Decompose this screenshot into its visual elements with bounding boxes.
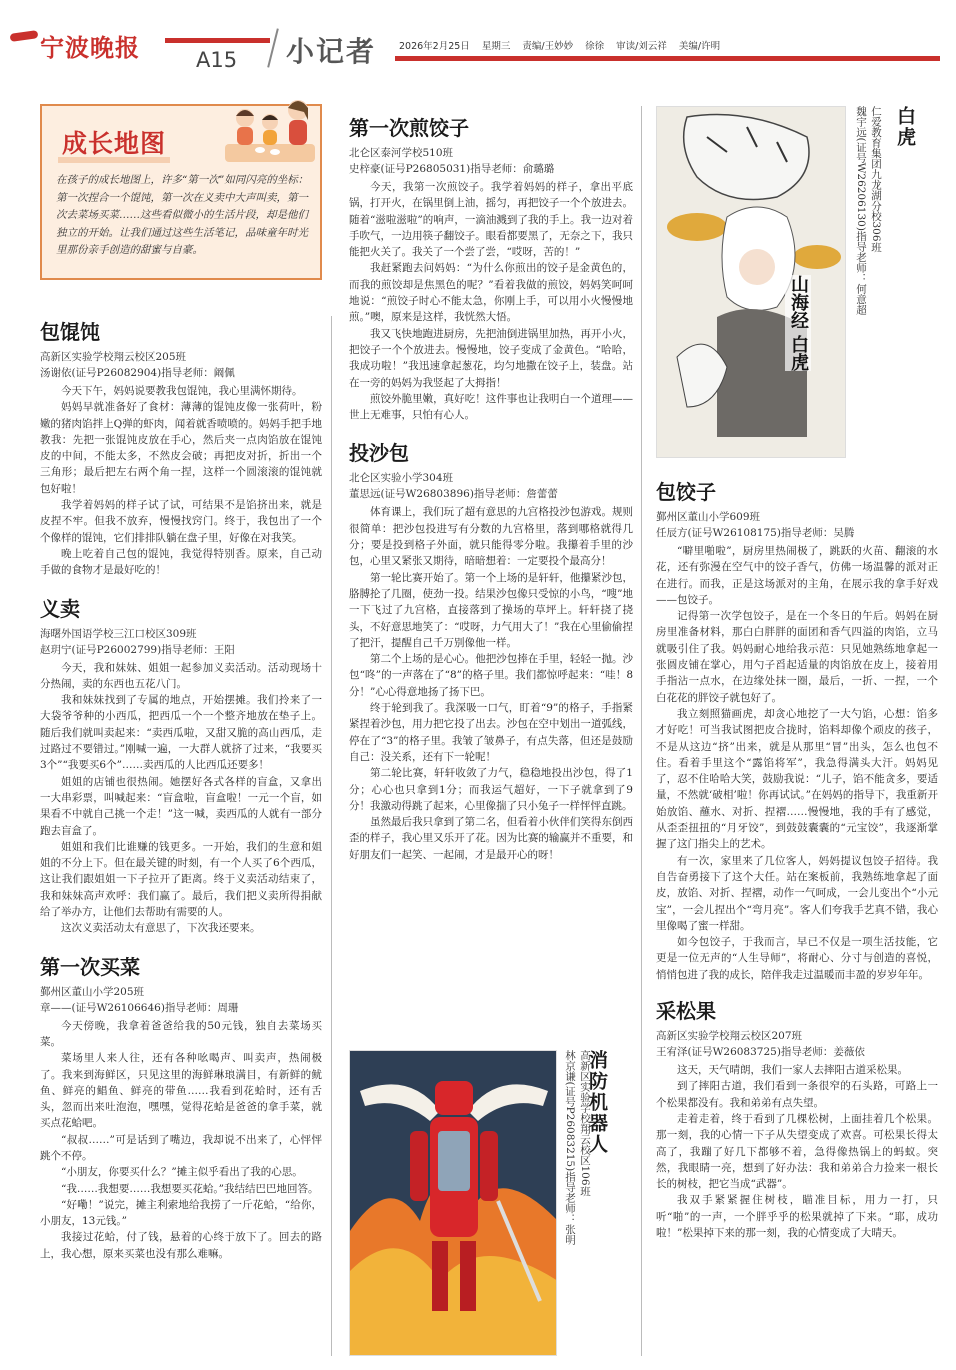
article-paragraph: 今天下午，妈妈说要教我包馄饨，我心里满怀期待。 bbox=[61, 385, 303, 397]
issue-meta bbox=[399, 38, 729, 52]
intro-box bbox=[40, 104, 322, 280]
article-paragraph: 姐姐的店铺也很热闹。她摆好各式各样的盲盒，又拿出一大串彩票，叫喊起来：“盲盒啦，盲盒啦！一元一个盲，如果看不中就自己挑一个走！”这一喊，卖西瓜的人就有一部分跑去盲盒了。 bbox=[40, 775, 322, 837]
article-yimai bbox=[40, 593, 322, 937]
logo-swoosh-icon bbox=[10, 30, 39, 42]
article-paragraph: 妈妈早就准备好了食材：薄薄的馄饨皮像一张荷叶，粉嫩的猪肉馅拌上Q弹的虾肉，闻着就香喷喷的。妈妈手把手地教我：先把一张馄饨皮放在手心，然后夹一点肉馅放在馄饨皮的中间，不能太多，不然皮会破；再把皮对折，折出一个三角形；最后把左右两个角一捏，这样一个圆滚滚的馄饨就包好啦！ bbox=[40, 401, 322, 495]
article-paragraph: “叔叔……”可是话到了嘴边，我却说不出来了，心怦怦跳个不停。 bbox=[40, 1133, 322, 1162]
article-paragraph: 走着走着，终于看到了几棵松树，上面挂着几个松果。那一刻，我的心情一下子从失望变成了欢喜。可松果长得太高了，我蹦了好几下都够不着，急得像热锅上的蚂蚁。突然，我眼睛一亮，想到了好办法：我和弟弟合力捡来一根长长的树枝，把它当成“武器”。 bbox=[656, 1112, 938, 1191]
article-author: 汤谢依(证号P26082904)指导老师：阚佩 bbox=[40, 367, 235, 379]
article-title: 第一次买菜 bbox=[40, 954, 140, 979]
issue-reviewer: 审读/刘云祥 bbox=[616, 41, 667, 52]
masthead-red-bar-right bbox=[395, 56, 940, 61]
masthead-red-bar bbox=[165, 38, 270, 43]
page-number: A15 bbox=[196, 48, 238, 72]
article-title: 包馄饨 bbox=[40, 320, 100, 344]
article-school: 北仑区实验小学304班 bbox=[349, 472, 454, 485]
article-title: 投沙包 bbox=[349, 441, 409, 466]
article-author: 董思远(证号W26803896)指导老师：詹蕾蕾 bbox=[349, 488, 558, 501]
article-paragraph: 第二轮比赛，轩轩收敛了力气，稳稳地投出沙包，得了1分；心心也只拿到1分；而我运气超好，一下子就拿到了9分！我激动得跳了起来，心里像揣了只小兔子一样怦怦直跳。 bbox=[349, 767, 633, 812]
article-paragraph: 到了摔阳古道，我们看到一条很窄的石头路，可路上一个松果都没有。我和弟弟有点失望。 bbox=[656, 1080, 938, 1109]
article-paragraph: 晚上吃着自己包的馄饨，我觉得特别香。原来，自己动手做的食物才是最好吃的！ bbox=[40, 547, 322, 577]
artwork-fireman-robot bbox=[349, 1050, 557, 1356]
issue-editor: 责编/王妙妙 bbox=[522, 41, 574, 52]
article-paragraph: 我学着妈妈的样子试了试，可结果不是馅挤出来，就是皮捏不牢。但我不放弃，慢慢找窍门。终于，我包出了一个个像样的馄饨，它们排排队躺在盘子里，好像在对我笑。 bbox=[40, 499, 322, 544]
artwork-title: 消防机器人 bbox=[586, 1050, 608, 1155]
article-author: 章——(证号W26106646)指导老师：周珊 bbox=[40, 1001, 239, 1014]
article-toushabao bbox=[349, 437, 633, 863]
article-paragraph: 我立刻照猫画虎，却贪心地挖了一大勺馅，心想：馅多才好吃！可当我试图把皮合拢时，馅料却像个顽皮的孩子，不是从这边“挤”出来，就是从那里“冒”出头，怎么也包不住。看着手里这个“露馅将军”，我急得满头大汗。妈妈见了，忍不住哈哈大笑，鼓励我说：“儿子，馅不能贪多，要适量，不然就‘破相’啦！你再试试。”在妈妈的指导下，我重新开始放馅、蘸水、对折、捏褶……慢慢地，我的手有了感觉，从歪歪扭扭的“月牙饺”，到鼓鼓囊囊的“元宝饺”，我逐渐掌握了这门指尖上的艺术。 bbox=[656, 707, 938, 851]
article-school: 高新区实验学校翔云校区205班 bbox=[40, 351, 187, 363]
article-paragraph: 姐姐和我们比谁赚的钱更多。一开始，我们的生意和姐姐的不分上下。但在最关键的时刻，有一个人买了6个西瓜，这让我们跟姐姐一下子拉开了距离。终于义卖活动结束了，我和妹妹高声欢呼：我们赢了。最后，我们把义卖所得捐献给了举办方，让他们去帮助有需要的人。 bbox=[40, 840, 322, 919]
article-school: 海曙外国语学校三江口校区309班 bbox=[40, 627, 197, 640]
article-baojiaozi bbox=[656, 476, 938, 983]
article-paragraph: 有一次，家里来了几位客人，妈妈提议包饺子招待。我自告奋勇接下了这个大任。站在案板前，我熟练地拿起了面皮，放馅、对折、捏褶，动作一气呵成，一会儿变出个“小元宝”，一会儿捏出个“弯月亮”。客人们夸我手艺真不错，我心里像喝了蜜一样甜。 bbox=[656, 854, 938, 932]
article-paragraph: “小朋友，你要买什么？”摊主似乎看出了我的心思。 bbox=[61, 1166, 303, 1179]
artwork-credits bbox=[562, 1050, 592, 1290]
article-author: 任辰方(证号W26108175)指导老师：吴腾 bbox=[656, 527, 855, 539]
article-paragraph: “好嘞！”说完，摊主利索地给我捞了一斤花蛤，“给你，小朋友，13元钱。” bbox=[40, 1198, 322, 1228]
masthead-divider bbox=[267, 28, 279, 67]
artwork-author: 魏宇远(证号W26206130)指导老师：何意超 bbox=[855, 106, 867, 315]
issue-date: 2026年2月25日 bbox=[399, 41, 470, 52]
article-paragraph: 菜场里人来人往，还有各种吆喝声、叫卖声，热闹极了。我来到海鲜区，只见这里的海鲜琳琅满目，有新鲜的鱿鱼、鲜亮的鲳鱼、鲜亮的带鱼……我看到花蛤时，还有舌头，忽而出来吐泡泡，嘿嘿，觉得花蛤是爸爸的拿手菜，就买点花蛤吧。 bbox=[40, 1052, 322, 1130]
intro-text: 在孩子的成长地图上，许多“第一次”如同闪亮的坐标：第一次捏合一个馄饨，第一次在义卖中大声叫卖，第一次去菜场买菜……这些看似微小的生活片段，却是他们独立的开始。让我们通过这些生活笔记，品味童年时光里那份亲手创造的甜蜜与自豪。 bbox=[56, 174, 309, 256]
artwork-school: 仁爱教育集团九龙湖分校306班 bbox=[870, 106, 882, 253]
article-title: 采松果 bbox=[656, 999, 716, 1024]
painting-inscription: 山海经 白虎 bbox=[785, 275, 811, 371]
article-school: 高新区实验学校翔云校区207班 bbox=[656, 1030, 803, 1043]
article-title: 第一次煎饺子 bbox=[349, 116, 469, 140]
article-paragraph: 我和妹妹找到了专属的地点，开始摆摊。我们拎来了一大袋爷爷种的小西瓜，把西瓜一个一个整齐地放在垫子上。随后我们就叫卖起来：“卖西瓜啦，又甜又脆的高山西瓜，走过路过不要错过。”刚喊一遍，一大群人就挤了过来，“我要买3个”“我要买6个”……卖西瓜的人比西瓜还要多！ bbox=[40, 694, 322, 772]
section-title: 小记者 bbox=[286, 35, 377, 68]
column-divider bbox=[331, 316, 332, 1356]
issue-editor2: 徐徐 bbox=[585, 41, 605, 52]
article-jianjiaozi bbox=[349, 112, 633, 423]
masthead bbox=[0, 0, 956, 75]
artwork-author: 林京谦(证号P26083215)指导老师：张明 bbox=[564, 1050, 576, 1245]
intro-title: 成长地图 bbox=[62, 124, 166, 160]
article-school: 北仑区泰河学校510班 bbox=[349, 147, 454, 159]
column-middle bbox=[349, 112, 633, 863]
article-author: 史梓豪(证号P26805031)指导老师：俞璐璐 bbox=[349, 163, 555, 175]
column-divider bbox=[641, 106, 642, 1356]
article-school: 鄞州区董山小学609班 bbox=[656, 511, 761, 523]
issue-designer: 美编/许明 bbox=[678, 41, 721, 52]
article-paragraph: 今天傍晚，我拿着爸爸给我的50元钱，独自去菜场买菜。 bbox=[40, 1019, 322, 1048]
article-paragraph: 体育课上，我们玩了超有意思的九宫格投沙包游戏。规则很简单：把沙包投进写有分数的九宫格里，落到哪格就得几分；要是投到格子外面，就只能得零分啦。我攥着手里的沙包，心里又紧张又期待，暗暗想着：一定要投个最高分！ bbox=[349, 506, 633, 568]
article-maicai bbox=[40, 951, 322, 1262]
article-title: 义卖 bbox=[40, 596, 80, 621]
article-baohuntun bbox=[40, 316, 322, 579]
fireman-robot-painting-icon bbox=[350, 1051, 557, 1356]
article-paragraph: 终于轮到我了。我深吸一口气，盯着“9”的格子，手指紧紧捏着沙包，用力把它投了出去。沙包在空中划出一道弧线，停在了“3”的格子里。我皱了皱鼻子，有点失落，但还是鼓励自己：没关系，还有下一轮呢！ bbox=[349, 702, 633, 763]
article-caisongguo bbox=[656, 995, 938, 1241]
article-author: 赵玥宁(证号P26002799)指导老师：王阳 bbox=[40, 643, 235, 656]
article-title: 包饺子 bbox=[656, 480, 716, 504]
article-paragraph: 记得第一次学包饺子，是在一个冬日的午后。妈妈在厨房里准备材料，那白白胖胖的面团和香气四溢的肉馅，立马就吸引住了我。妈妈耐心地给我示范：只见她熟练地拿起一张圆皮铺在掌心，用勺子舀起适量的肉馅放在皮上，接着用手指沾一点水，在边缘处抹一圈，最后，一折、一捏，一个白花花的胖饺子就包好了。 bbox=[656, 610, 938, 704]
artwork-title: 白虎 bbox=[894, 106, 916, 148]
issue-weekday: 星期三 bbox=[481, 41, 511, 52]
article-paragraph: “我……我想要……我想要买花蛤。”我结结巴巴地回答。 bbox=[61, 1182, 319, 1195]
article-paragraph: “噼里啪啦”，厨房里热闹极了，跳跃的火苗、翻滚的水花，还有弥漫在空气中的饺子香气，仿佛一场温馨的派对正在进行。而我，正是这场派对的主角，在展示我的拿手好戏——包饺子。 bbox=[656, 545, 938, 606]
white-tiger-painting-icon bbox=[657, 107, 846, 458]
article-paragraph: 第一轮比赛开始了。第一个上场的是轩轩，他攥紧沙包，胳膊抡了几圈，使劲一投。结果沙包像只受惊的小鸟，“嗖”地一下飞过了九宫格，直接落到了操场的草坪上。轩轩挠了挠头，不好意思地笑了：“哎呀，力气用大了！”我在心里偷偷捏了把汗，提醒自己千万别像他一样。 bbox=[349, 571, 633, 649]
article-paragraph: 今天，我和妹妹、姐姐一起参加义卖活动。活动现场十分热闹，卖的东西也五花八门。 bbox=[40, 661, 322, 690]
column-right bbox=[656, 476, 938, 1241]
newspaper-logo: 宁波晚报 bbox=[40, 33, 140, 62]
article-paragraph: 第二个上场的是心心。他把沙包捧在手里，轻轻一抛。沙包“咚”的一声落在了“8”的格子里。我们都惊呼起来：“哇！8分！”心心得意地扬了扬下巴。 bbox=[349, 653, 633, 698]
column-left bbox=[40, 316, 322, 1262]
family-illustration-icon bbox=[220, 86, 320, 166]
article-paragraph: 我又飞快地跑进厨房，先把油倒进锅里加热，再开小火，把饺子一个个放进去。慢慢地，饺子变成了金黄色。“哈哈，我成功啦！”我迅速拿起葱花，均匀地撒在饺子上，装盘。站在一旁的妈妈为我竖起了大拇指！ bbox=[349, 327, 633, 389]
article-paragraph: 我双手紧紧握住树枝，瞄准目标，用力一打，只听“啪”的一声，一个胖乎乎的松果就掉了下来。“耶，成功啦！”松果掉下来的那一刻，我的心情变成了大晴天。 bbox=[656, 1194, 938, 1239]
artwork-school: 高新区实验学校翔云校区106班 bbox=[579, 1050, 591, 1197]
article-paragraph: 我接过花蛤，付了钱，悬着的心终于放下了。回去的路上，我心想，原来买菜也没有那么难嘛。 bbox=[40, 1231, 322, 1260]
artwork-baihu bbox=[656, 106, 846, 458]
article-author: 王宥泽(证号W26083725)指导老师：姜薇依 bbox=[656, 1046, 865, 1059]
article-paragraph: 煎饺外脆里嫩，真好吃！这件事也让我明白一个道理——世上无难事，只怕有心人。 bbox=[349, 392, 633, 422]
article-paragraph: 这天，天气晴朗，我们一家人去摔阳古道采松果。 bbox=[677, 1064, 908, 1077]
article-school: 鄞州区董山小学205班 bbox=[40, 985, 145, 998]
article-paragraph: 我赶紧跑去问妈妈：“为什么你煎出的饺子是金黄色的，而我的煎饺却是焦黑色的呢？”看着我做的煎饺，妈妈笑呵呵地说：“煎饺子时心不能太急，你刚上手，可以用小火慢慢地煎。”噢，原来是这样，我恍然大悟。 bbox=[349, 262, 633, 324]
article-paragraph: 这次义卖活动太有意思了，下次我还要来。 bbox=[61, 922, 261, 935]
article-paragraph: 虽然最后我只拿到了第二名，但看着小伙伴们笑得东倒西歪的样子，我心里又乐开了花。因为比赛的输赢并不重要，和好朋友们一起笑、一起闹，才是最开心的呀！ bbox=[349, 816, 633, 861]
article-paragraph: 如今包饺子，于我而言，早已不仅是一项生活技能，它更是一位无声的“人生导师”，将耐心、分寸与创造的喜悦，悄悄包进了我的成长，陪伴我走过温暖而丰盈的岁岁年年。 bbox=[656, 936, 938, 981]
article-paragraph: 今天，我第一次煎饺子。我学着妈妈的样子，拿出平底锅，打开火，在锅里倒上油，摇匀，再把饺子一个个放进去。随着“滋啦滋啦”的响声，一滴油溅到了我的手上。我一边对着手吹气，一边用筷子翻饺子。眼看都要黑了，无奈之下，我只能把火关了。我关了一个尝了尝，“哎呀，苦的！” bbox=[349, 181, 633, 259]
artwork-credits bbox=[853, 106, 883, 356]
